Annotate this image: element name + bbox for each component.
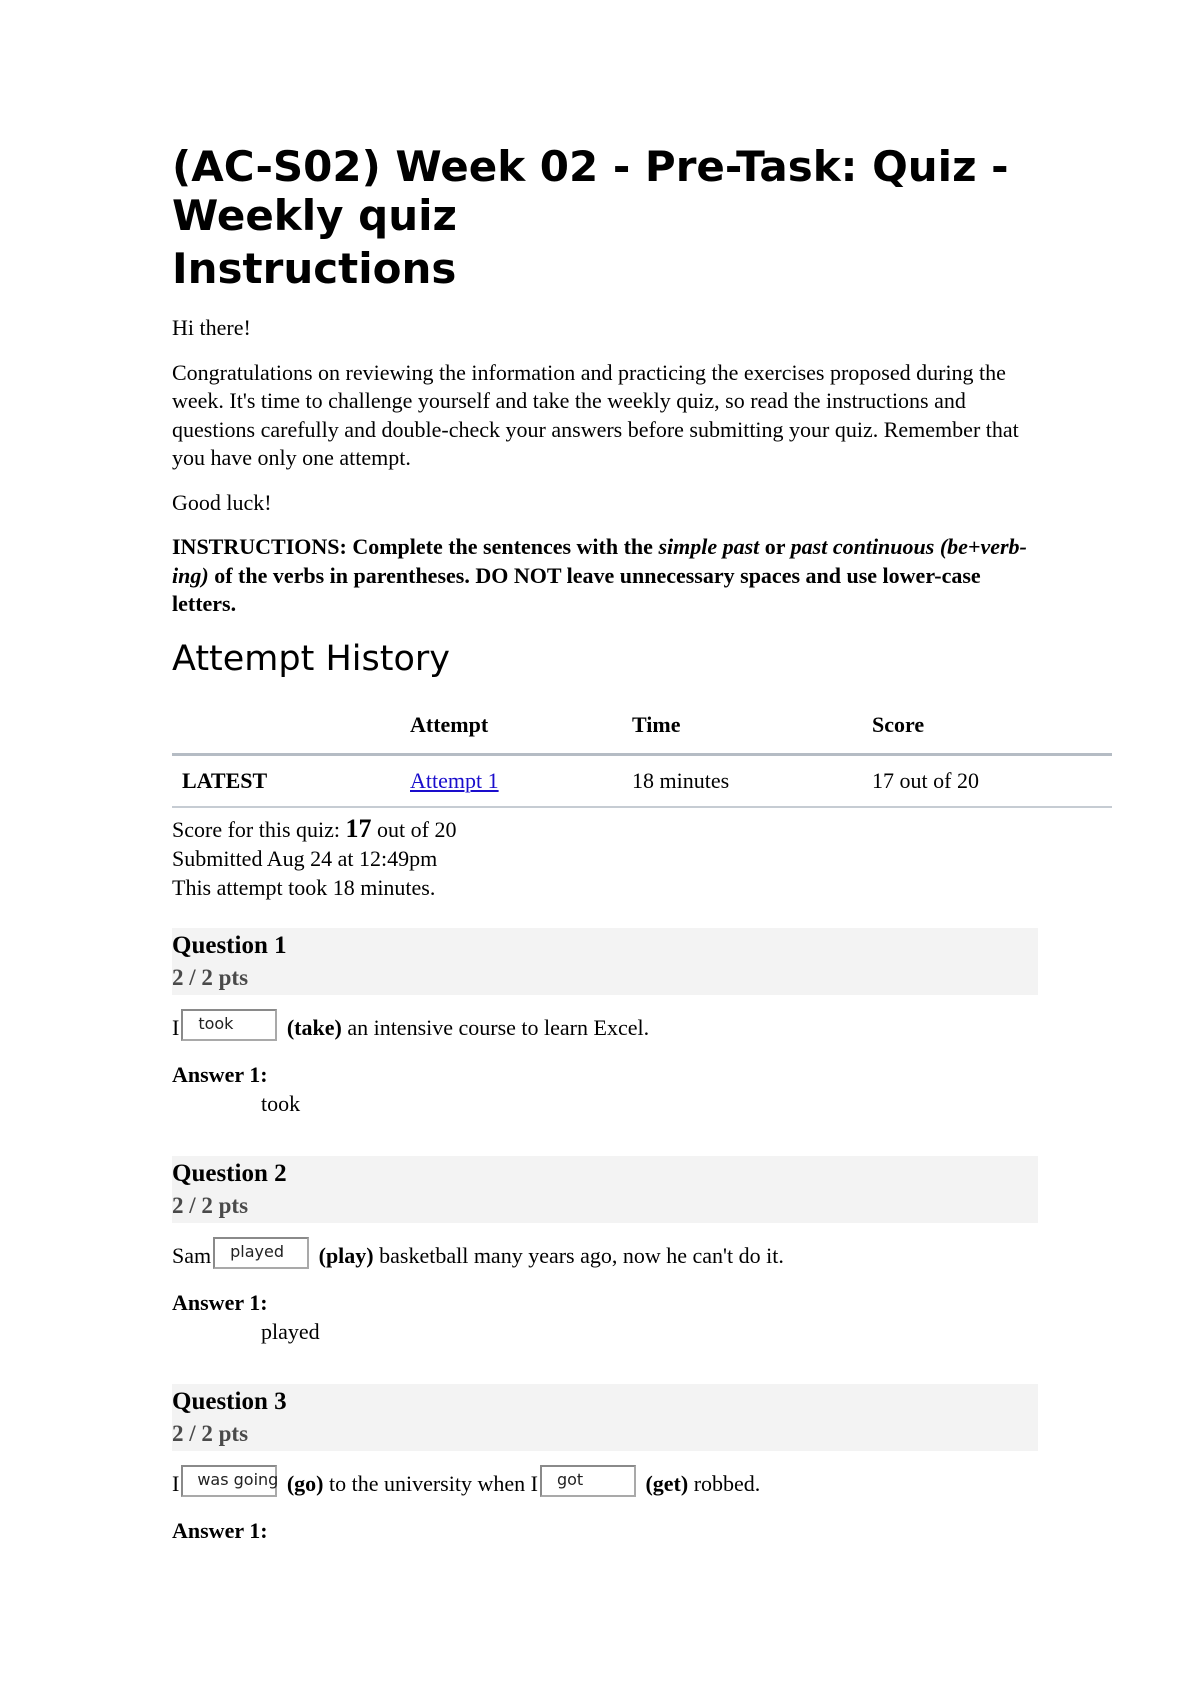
verb-hint-1: (go) [286,1470,324,1496]
score-value: 17 [345,813,372,843]
question-1 [172,928,1112,1119]
answer-blank-input[interactable]: played [213,1237,309,1269]
page-title: (AC-S02) Week 02 - Pre-Task: Quiz - Weekly quiz [172,142,1009,240]
instructions-emphasis-1: simple past [658,534,760,559]
duration-line: This attempt took 18 minutes. [172,874,436,900]
answer-value: took [261,1090,301,1116]
question-text-before: I [172,1470,180,1496]
question-points: 2 / 2 pts [172,964,249,990]
verb-hint: (take) [286,1014,342,1040]
column-header-time: Time [632,711,681,737]
intro-text: Congratulations on reviewing the information and practicing the exercises proposed during the week. It's time to challenge yourself and take the weekly quiz, so read the instructions and questions carefully and double-check your answers before submitting your quiz. Remember that you have only one attempt. [172,359,1019,470]
quiz-score-line [172,814,1112,844]
verb-hint-2: (get) [645,1470,689,1496]
question-body [172,1223,1112,1267]
column-header-score: Score [872,711,925,737]
question-text-after: an intensive course to learn Excel. [341,1014,650,1040]
greeting-text: Hi there! [172,315,251,340]
answer-label: Answer 1: [172,1061,268,1087]
answer-label: Answer 1: [172,1289,268,1315]
question-title: Question 2 [172,1159,287,1187]
question-title: Question 1 [172,931,287,959]
instructions-emphasis-2: past continuous (be+verb-ing) [172,534,1027,588]
answer-blank-input[interactable]: took [181,1009,277,1041]
question-points: 2 / 2 pts [172,1420,249,1446]
instructions-text [172,533,1032,619]
attempt-cell [400,754,622,807]
question-header [172,1156,1038,1223]
score-cell: 17 out of 20 [872,767,979,793]
question-text-before: Sam [172,1242,212,1268]
verb-hint: (play) [318,1242,374,1268]
quiz-page [172,142,1112,1545]
question-body [172,995,1112,1039]
quiz-summary [172,814,1112,902]
question-header [172,1384,1038,1451]
answer-label: Answer 1: [172,1517,268,1543]
column-header-attempt: Attempt [410,711,489,737]
instructions-heading: Instructions [172,244,457,293]
question-header [172,928,1038,995]
submitted-line: Submitted Aug 24 at 12:49pm [172,845,438,871]
question-text-middle: to the university when I [323,1470,538,1496]
question-3 [172,1384,1112,1545]
latest-label: LATEST [182,767,268,793]
instructions-mid: or [759,534,791,559]
question-body [172,1451,1112,1495]
attempt-history-table [172,701,1112,808]
instructions-prefix: INSTRUCTIONS: Complete the sentences with the [172,534,659,559]
question-text-before: I [172,1014,180,1040]
score-suffix: out of 20 [371,816,457,842]
table-row [172,754,1112,807]
answer-blank-input-1[interactable]: was going [181,1465,277,1497]
question-2 [172,1156,1112,1347]
question-points: 2 / 2 pts [172,1192,249,1218]
attempt-history-heading: Attempt History [172,638,450,679]
question-text-after: robbed. [688,1470,761,1496]
question-title: Question 3 [172,1387,287,1415]
table-header-row [172,701,1112,755]
closing-text: Good luck! [172,489,272,515]
instructions-suffix: of the verbs in parentheses. DO NOT leave unnecessary spaces and use lower-case letters. [172,562,981,616]
answer-blank-input-2[interactable]: got [540,1465,636,1497]
question-text-after: basketball many years ago, now he can't do it. [373,1242,784,1268]
score-prefix: Score for this quiz: [172,816,346,842]
answer-value: played [261,1318,320,1344]
time-cell: 18 minutes [632,767,730,793]
attempt-1-link[interactable]: Attempt 1 [410,767,499,793]
column-header-blank [172,701,400,755]
